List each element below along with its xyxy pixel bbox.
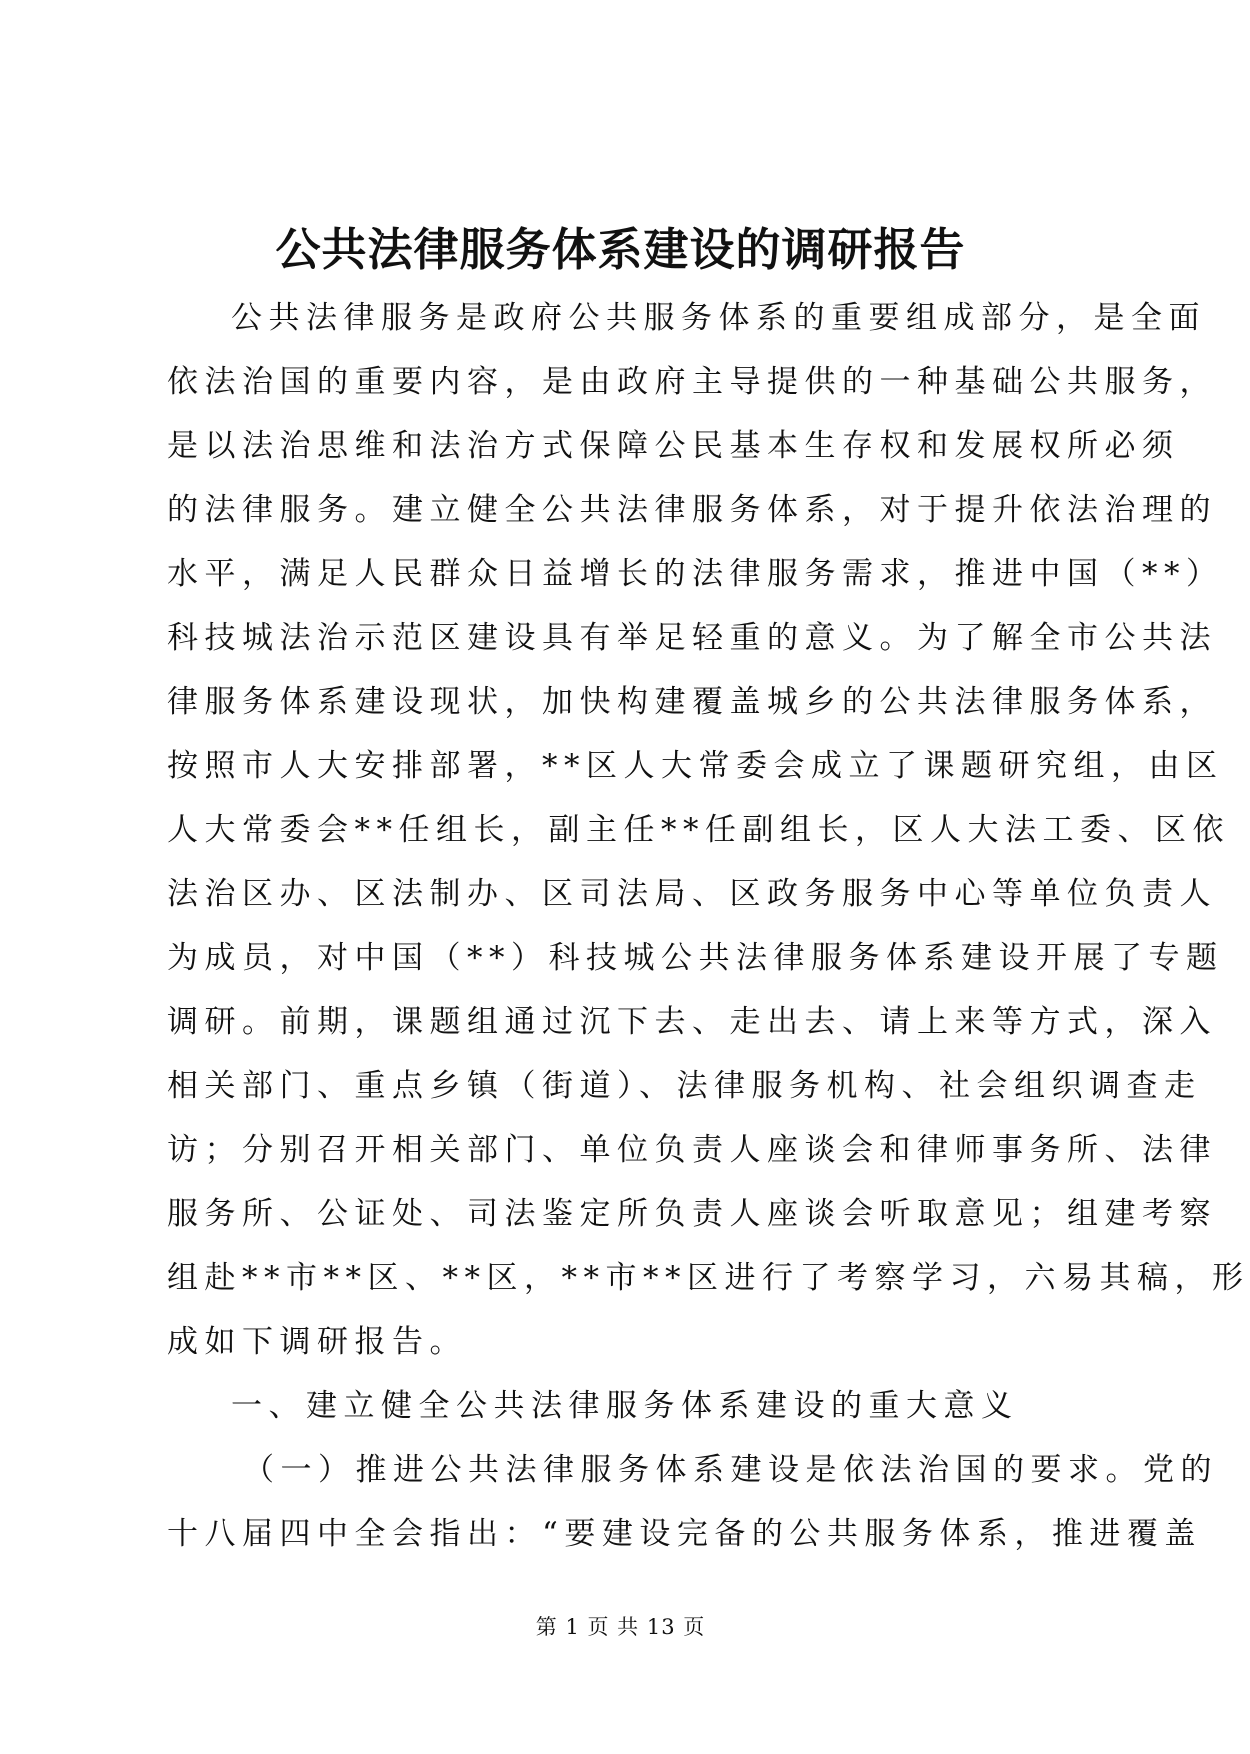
page-footer: 第 1 页 共 13 页 bbox=[535, 1615, 706, 1639]
document-body bbox=[167, 286, 1250, 1566]
body-line: 十八届四中全会指出：“要建设完备的公共服务体系，推进覆盖 bbox=[167, 1516, 1202, 1552]
body-line: 调研。前期，课题组通过沉下去、走出去、请上来等方式，深入 bbox=[167, 1004, 1217, 1040]
subsection-line: （一）推进公共法律服务体系建设是依法治国的要求。党的 bbox=[243, 1452, 1218, 1488]
body-line: 法治区办、区法制办、区司法局、区政务服务中心等单位负责人 bbox=[167, 876, 1217, 912]
body-line: 组赴**市**区、**区，**市**区进行了考察学习，六易其稿，形 bbox=[167, 1260, 1250, 1296]
body-line: 成如下调研报告。 bbox=[167, 1324, 467, 1360]
document-title: 公共法律服务体系建设的调研报告 bbox=[275, 223, 966, 276]
body-line: 是以法治思维和法治方式保障公民基本生存权和发展权所必须 bbox=[167, 428, 1180, 464]
section-heading: 一、建立健全公共法律服务体系建设的重大意义 bbox=[231, 1388, 1019, 1424]
body-line: 人大常委会**任组长，副主任**任副组长，区人大法工委、区依 bbox=[167, 812, 1230, 848]
body-line: 依法治国的重要内容，是由政府主导提供的一种基础公共服务， bbox=[167, 364, 1217, 400]
body-line: 服务所、公证处、司法鉴定所负责人座谈会听取意见；组建考察 bbox=[167, 1196, 1217, 1232]
body-line: 的法律服务。建立健全公共法律服务体系，对于提升依法治理的 bbox=[167, 492, 1217, 528]
body-line: 访；分别召开相关部门、单位负责人座谈会和律师事务所、法律 bbox=[167, 1132, 1217, 1168]
body-line: 律服务体系建设现状，加快构建覆盖城乡的公共法律服务体系， bbox=[167, 684, 1217, 720]
body-line: 水平，满足人民群众日益增长的法律服务需求，推进中国（**） bbox=[167, 556, 1224, 592]
body-line: 为成员，对中国（**）科技城公共法律服务体系建设开展了专题 bbox=[167, 940, 1224, 976]
body-line: 科技城法治示范区建设具有举足轻重的意义。为了解全市公共法 bbox=[167, 620, 1217, 656]
body-line: 按照市人大安排部署，**区人大常委会成立了课题研究组，由区 bbox=[167, 748, 1224, 784]
body-line: 公共法律服务是政府公共服务体系的重要组成部分，是全面 bbox=[231, 300, 1206, 336]
body-line: 相关部门、重点乡镇（街道）、法律服务机构、社会组织调查走 bbox=[167, 1068, 1202, 1104]
